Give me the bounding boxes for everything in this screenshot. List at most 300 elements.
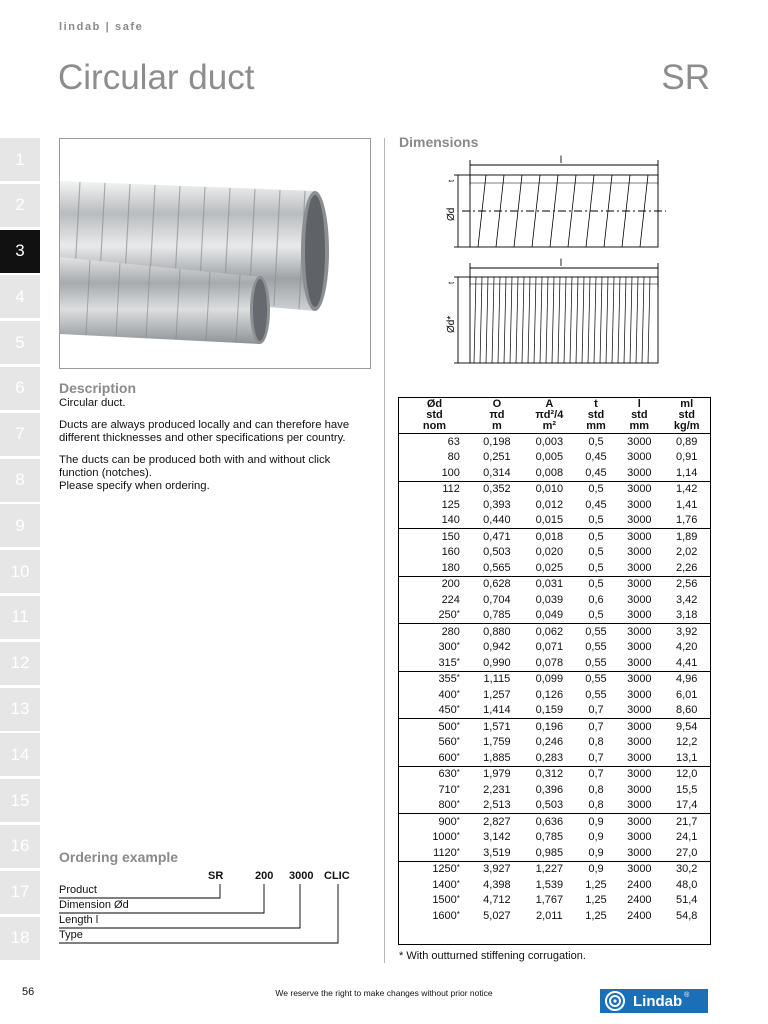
- cell-weight: 1,42: [662, 481, 711, 497]
- footer-disclaimer: We reserve the right to make changes without prior notice: [275, 988, 493, 998]
- cell-weight: 51,4: [676, 894, 698, 907]
- cell-circumference: 3,927: [471, 861, 523, 877]
- cell-area: 0,039: [535, 593, 564, 606]
- chapter-tab-10[interactable]: 10: [0, 550, 40, 593]
- header-line: std: [587, 409, 605, 421]
- cell-circumference: 0,704: [483, 593, 511, 606]
- cell-diameter: [398, 465, 471, 481]
- diameter-value: 560: [438, 736, 457, 749]
- cell-diameter: [398, 814, 471, 830]
- page-title: Circular duct: [58, 58, 255, 97]
- cell-area: 0,078: [535, 656, 564, 669]
- header-line: std: [678, 409, 695, 421]
- cell-area: 1,767: [535, 894, 564, 907]
- header-line: t: [594, 398, 598, 410]
- corrugation-marker: *: [456, 878, 460, 888]
- drawing1-thickness-label: t: [447, 179, 456, 182]
- cell-area: 0,031: [523, 576, 576, 592]
- ordering-leader-lines: [59, 880, 359, 950]
- cell-diameter: [398, 782, 471, 798]
- description-heading: Description: [59, 380, 137, 396]
- table-row: [398, 640, 711, 656]
- cell-thickness: 0,5: [588, 546, 604, 559]
- description-text: [59, 397, 364, 502]
- cell-area: 0,018: [523, 529, 576, 545]
- cell-length: 3000: [627, 466, 652, 479]
- cell-area: 1,539: [535, 878, 564, 891]
- cell-thickness: 0,9: [576, 861, 616, 877]
- header-line: πd: [489, 409, 505, 421]
- chapter-tab-8[interactable]: 8: [0, 459, 40, 502]
- corrugation-marker: *: [456, 863, 460, 873]
- drawing2-diameter-label: Ød*: [446, 315, 457, 333]
- cell-weight: 1,76: [676, 514, 698, 527]
- cell-length: 3000: [627, 783, 652, 796]
- cell-thickness: 0,8: [588, 799, 604, 812]
- corrugation-marker: *: [456, 656, 460, 666]
- cell-weight: 2,26: [676, 561, 698, 574]
- table-row: [398, 671, 711, 687]
- diameter-value: 1500: [432, 894, 457, 907]
- cell-thickness: 0,5: [588, 561, 604, 574]
- cell-weight: 48,0: [676, 878, 698, 891]
- page-number: 56: [22, 986, 35, 998]
- chapter-tab-17[interactable]: 17: [0, 871, 40, 914]
- cell-weight: 6,01: [676, 688, 698, 701]
- cell-length: 3000: [627, 799, 652, 812]
- table-header-cell: [398, 397, 471, 434]
- cell-diameter: [398, 434, 471, 450]
- diameter-value: 63: [447, 435, 460, 448]
- cell-length: 2400: [627, 909, 652, 922]
- cell-circumference: 0,503: [483, 546, 511, 559]
- cell-thickness: 0,45: [585, 451, 607, 464]
- cell-circumference: 2,827: [471, 814, 523, 830]
- cell-area: 0,196: [523, 719, 576, 735]
- cell-weight: 3,92: [662, 624, 711, 640]
- corrugation-marker: *: [456, 894, 460, 904]
- diameter-value: 160: [441, 546, 460, 559]
- table-footnote: * With outturned stiffening corrugation.: [399, 950, 586, 962]
- cell-diameter: [398, 830, 471, 846]
- corrugation-marker: *: [456, 783, 460, 793]
- chapter-tab-2[interactable]: 2: [0, 184, 40, 227]
- cell-length: 3000: [627, 561, 652, 574]
- cell-thickness: 0,55: [576, 624, 616, 640]
- header-line: m²: [542, 420, 557, 432]
- cell-thickness: 0,9: [576, 814, 616, 830]
- cell-area: 0,283: [535, 751, 564, 764]
- ordering-heading: Ordering example: [59, 849, 179, 865]
- table-row: [398, 750, 711, 766]
- table-row: [398, 766, 711, 782]
- cell-area: 0,785: [535, 831, 564, 844]
- cell-weight: 3,42: [676, 593, 698, 606]
- cell-length: 3000: [627, 546, 652, 559]
- diameter-value: 250: [438, 609, 457, 622]
- cell-weight: 2,02: [676, 546, 698, 559]
- cell-circumference: 1,885: [483, 751, 511, 764]
- cell-area: 0,049: [535, 609, 564, 622]
- cell-circumference: 4,398: [483, 878, 511, 891]
- cell-length: 2400: [627, 878, 652, 891]
- diameter-value: 315: [438, 656, 457, 669]
- cell-area: 0,071: [535, 641, 564, 654]
- cell-thickness: 0,9: [588, 846, 604, 859]
- table-header-row: [398, 397, 711, 434]
- diameter-value: 125: [441, 498, 460, 511]
- cell-weight: 4,41: [676, 656, 698, 669]
- cell-thickness: 0,5: [576, 529, 616, 545]
- table-header-cell: [662, 397, 711, 434]
- corrugation-marker: *: [456, 799, 460, 809]
- description-p1: Circular duct.: [59, 397, 126, 409]
- cell-weight: 0,91: [676, 451, 698, 464]
- cell-area: 0,003: [535, 435, 564, 448]
- cell-thickness: 0,8: [588, 736, 604, 749]
- order-code-length: 3000: [289, 870, 314, 882]
- cell-length: 3000: [627, 751, 652, 764]
- header-line: nom: [422, 420, 447, 432]
- cell-area: 0,015: [535, 514, 564, 527]
- cell-circumference: 1,115: [471, 671, 523, 687]
- cell-area: 0,062: [523, 624, 576, 640]
- cell-area: 0,396: [535, 783, 564, 796]
- cell-thickness: 0,55: [576, 671, 616, 687]
- table-header-cell: [523, 397, 576, 434]
- cell-weight: 8,60: [676, 704, 698, 717]
- corrugation-marker: *: [456, 831, 460, 841]
- chapter-tab-18[interactable]: 18: [0, 917, 40, 960]
- cell-area: 2,011: [535, 909, 563, 922]
- chapter-tab-14[interactable]: 14: [0, 733, 40, 776]
- table-row: [398, 450, 711, 466]
- table-row: [398, 592, 711, 608]
- chapter-tab-4[interactable]: 4: [0, 275, 40, 318]
- cell-diameter: [398, 576, 471, 592]
- diameter-value: 80: [447, 451, 460, 464]
- cell-circumference: 0,393: [483, 498, 511, 511]
- cell-thickness: 0,5: [576, 481, 616, 497]
- cell-diameter: [398, 703, 471, 719]
- diameter-value: 224: [441, 593, 460, 606]
- cell-diameter: [398, 750, 471, 766]
- cell-length: 3000: [616, 719, 662, 735]
- cell-thickness: 0,5: [588, 514, 604, 527]
- cell-thickness: 0,55: [585, 688, 607, 701]
- lindab-logo-text: Lindab: [633, 992, 683, 1010]
- order-label-length: Length l: [59, 914, 99, 926]
- cell-circumference: 0,440: [483, 514, 511, 527]
- table-row: [398, 703, 711, 719]
- cell-weight: 0,89: [676, 435, 698, 448]
- table-row: [398, 845, 711, 861]
- table-row: [398, 560, 711, 576]
- chapter-tab-12[interactable]: 12: [0, 642, 40, 685]
- diameter-value: 1600: [432, 909, 457, 922]
- cell-thickness: 0,45: [585, 466, 607, 479]
- lindab-logo-icon: [600, 989, 630, 1013]
- cell-circumference: 4,712: [483, 894, 511, 907]
- cell-circumference: 1,414: [483, 704, 511, 717]
- cell-weight: 1,14: [676, 466, 698, 479]
- diameter-value: 300: [438, 641, 457, 654]
- cell-area: 0,025: [535, 561, 564, 574]
- table-row: [398, 735, 711, 751]
- cell-length: 3000: [627, 514, 652, 527]
- chapter-tab-15[interactable]: 15: [0, 779, 40, 822]
- cell-diameter: [398, 845, 471, 861]
- table-row: [398, 608, 711, 624]
- cell-length: 3000: [627, 593, 652, 606]
- drawing2-thickness-label: t: [447, 281, 456, 284]
- cell-thickness: 0,5: [588, 609, 604, 622]
- table-row: [398, 798, 711, 814]
- table-row: [398, 719, 711, 735]
- cell-weight: 17,4: [676, 799, 698, 812]
- description-p2: Ducts are always produced locally and can therefore have different thicknesses and other specifications per country.: [59, 419, 350, 444]
- cell-circumference: 0,251: [483, 451, 511, 464]
- table-row: [398, 687, 711, 703]
- registered-mark: ®: [684, 992, 690, 999]
- diameter-value: 150: [441, 530, 460, 543]
- chapter-tab-5[interactable]: 5: [0, 321, 40, 364]
- cell-weight: 3,18: [676, 609, 698, 622]
- cell-length: 3000: [616, 624, 662, 640]
- drawing2-length-label: l: [559, 258, 563, 269]
- cell-diameter: [398, 687, 471, 703]
- diameter-value: 600: [438, 751, 457, 764]
- cell-thickness: 0,9: [588, 831, 604, 844]
- header-line: std: [426, 409, 443, 421]
- diameter-value: 450: [438, 704, 457, 717]
- cell-weight: 24,1: [676, 831, 698, 844]
- chapter-tab-1[interactable]: 1: [0, 138, 40, 181]
- cell-area: 0,005: [535, 451, 564, 464]
- diameter-value: 1400: [432, 878, 457, 891]
- cell-circumference: 0,198: [483, 435, 511, 448]
- cell-diameter: [398, 893, 471, 909]
- cell-circumference: 0,565: [483, 561, 511, 574]
- cell-circumference: 3,142: [483, 831, 511, 844]
- chapter-index: [0, 138, 40, 962]
- cell-length: 2400: [627, 894, 652, 907]
- drawing1-diameter-label: Ød: [446, 207, 457, 221]
- diameter-value: 112: [442, 483, 460, 496]
- cell-circumference: 3,519: [483, 846, 511, 859]
- cell-circumference: 0,990: [483, 656, 511, 669]
- cell-circumference: 0,471: [471, 529, 523, 545]
- cell-weight: 2,56: [662, 576, 711, 592]
- table-row: [398, 655, 711, 671]
- cell-circumference: 5,027: [483, 909, 511, 922]
- diameter-value: 900: [438, 815, 457, 828]
- table-row: [398, 877, 711, 893]
- table-header-cell: [576, 397, 616, 434]
- header-line: A: [545, 398, 554, 410]
- header-line: std: [631, 409, 648, 421]
- cell-length: 3000: [616, 814, 662, 830]
- cell-circumference: 0,785: [483, 609, 511, 622]
- cell-thickness: 0,45: [585, 498, 607, 511]
- header-line: ml: [680, 398, 694, 410]
- cell-thickness: 0,5: [588, 435, 604, 448]
- chapter-tab-6[interactable]: 6: [0, 367, 40, 410]
- cell-area: 0,159: [535, 704, 564, 717]
- cell-weight: 21,7: [662, 814, 711, 830]
- diameter-value: 500: [438, 720, 457, 733]
- cell-circumference: 0,352: [471, 481, 523, 497]
- cell-diameter: [398, 560, 471, 576]
- description-p3b: Please specify when ordering.: [59, 480, 210, 492]
- cell-thickness: 0,55: [585, 641, 607, 654]
- lindab-logo: [600, 989, 708, 1013]
- cell-length: 3000: [616, 529, 662, 545]
- table-row: [398, 814, 711, 830]
- cell-length: 3000: [627, 609, 652, 622]
- cell-area: 0,246: [535, 736, 564, 749]
- description-p3a: The ducts can be produced both with and without click function (notches).: [59, 454, 331, 479]
- cell-diameter: [398, 766, 471, 782]
- cell-thickness: 0,7: [576, 719, 616, 735]
- corrugation-marker: *: [456, 720, 460, 730]
- product-code: SR: [661, 58, 710, 97]
- cell-length: 3000: [627, 688, 652, 701]
- cell-diameter: [398, 877, 471, 893]
- header-line: O: [492, 398, 502, 410]
- cell-thickness: 0,55: [585, 656, 607, 669]
- corrugation-marker: *: [456, 751, 460, 761]
- chapter-tab-11[interactable]: 11: [0, 596, 40, 639]
- corrugation-marker: *: [456, 736, 460, 746]
- cell-weight: 1,89: [662, 529, 711, 545]
- cell-area: 0,985: [535, 846, 564, 859]
- cell-diameter: [398, 861, 471, 877]
- chapter-tab-9[interactable]: 9: [0, 504, 40, 547]
- diameter-value: 1250: [432, 863, 457, 876]
- cell-length: 3000: [616, 481, 662, 497]
- order-code-dimension: 200: [255, 870, 274, 882]
- product-photo: [59, 138, 371, 369]
- cell-diameter: [398, 624, 471, 640]
- cell-circumference: 1,571: [471, 719, 523, 735]
- corrugation-marker: *: [456, 673, 460, 683]
- cell-length: 3000: [616, 576, 662, 592]
- cell-thickness: 0,7: [588, 704, 604, 717]
- table-row: [398, 529, 711, 545]
- chapter-tab-7[interactable]: 7: [0, 413, 40, 456]
- cell-weight: 4,96: [662, 671, 711, 687]
- cell-circumference: 0,628: [471, 576, 523, 592]
- order-label-product: Product: [59, 884, 97, 896]
- table-row: [398, 434, 711, 450]
- cell-diameter: [398, 592, 471, 608]
- cell-diameter: [398, 719, 471, 735]
- table-row: [398, 893, 711, 909]
- chapter-tab-3[interactable]: 3: [0, 230, 40, 273]
- cell-weight: 54,8: [676, 909, 698, 922]
- cell-area: 0,312: [523, 766, 576, 782]
- dimensions-heading: Dimensions: [399, 134, 479, 150]
- header-line: πd²/4: [535, 409, 564, 421]
- cell-area: 0,012: [535, 498, 564, 511]
- cell-area: 1,227: [523, 861, 576, 877]
- dimension-table: [398, 397, 711, 924]
- cell-length: 3000: [627, 736, 652, 749]
- cell-area: 0,126: [535, 688, 564, 701]
- drawing1-length-label: l: [559, 155, 563, 166]
- cell-length: 3000: [616, 861, 662, 877]
- cell-weight: 12,2: [676, 736, 698, 749]
- cell-thickness: 0,7: [576, 766, 616, 782]
- cell-area: 0,010: [523, 481, 576, 497]
- table-row: [398, 481, 711, 497]
- order-code-product: SR: [208, 870, 224, 882]
- cell-length: 3000: [627, 656, 652, 669]
- cell-diameter: [398, 497, 471, 513]
- column-divider: [384, 138, 385, 963]
- cell-diameter: [398, 640, 471, 656]
- cell-weight: 27,0: [676, 846, 698, 859]
- cell-area: 0,636: [523, 814, 576, 830]
- diameter-value: 180: [441, 561, 460, 574]
- header-line: kg/m: [673, 420, 700, 432]
- cell-diameter: [398, 798, 471, 814]
- cell-diameter: [398, 545, 471, 561]
- cell-length: 3000: [627, 641, 652, 654]
- cell-area: 0,008: [535, 466, 564, 479]
- diameter-value: 1120: [433, 846, 457, 859]
- cell-area: 0,503: [535, 799, 564, 812]
- corrugation-marker: *: [456, 909, 460, 919]
- duct-photo-icon: [60, 139, 370, 368]
- cell-area: 0,099: [523, 671, 576, 687]
- cell-circumference: 2,513: [483, 799, 511, 812]
- diameter-value: 355: [438, 673, 457, 686]
- cell-length: 3000: [627, 831, 652, 844]
- cell-circumference: 2,231: [483, 783, 511, 796]
- cell-diameter: [398, 735, 471, 751]
- cell-thickness: 1,25: [585, 878, 607, 891]
- table-row: [398, 861, 711, 877]
- table-row: [398, 624, 711, 640]
- cell-circumference: 0,880: [471, 624, 523, 640]
- cell-thickness: 0,5: [576, 576, 616, 592]
- diameter-value: 140: [441, 514, 460, 527]
- chapter-tab-16[interactable]: 16: [0, 825, 40, 868]
- table-row: [398, 545, 711, 561]
- cell-thickness: 0,8: [588, 783, 604, 796]
- table-row: [398, 513, 711, 529]
- cell-weight: 9,54: [662, 719, 711, 735]
- table-row: [398, 908, 711, 924]
- corrugation-marker: *: [456, 688, 460, 698]
- diameter-value: 280: [441, 625, 460, 638]
- header-line: l: [637, 398, 641, 410]
- cell-weight: 1,41: [676, 498, 698, 511]
- chapter-tab-13[interactable]: 13: [0, 688, 40, 731]
- cell-area: 0,020: [535, 546, 564, 559]
- cell-length: 3000: [627, 451, 652, 464]
- order-label-type: Type: [59, 929, 83, 941]
- diameter-value: 710: [438, 783, 457, 796]
- corrugation-marker: *: [456, 704, 460, 714]
- cell-weight: 15,5: [676, 783, 698, 796]
- cell-length: 3000: [627, 435, 652, 448]
- cell-diameter: [398, 450, 471, 466]
- cell-circumference: 1,257: [483, 688, 511, 701]
- dimension-drawings: [440, 155, 680, 370]
